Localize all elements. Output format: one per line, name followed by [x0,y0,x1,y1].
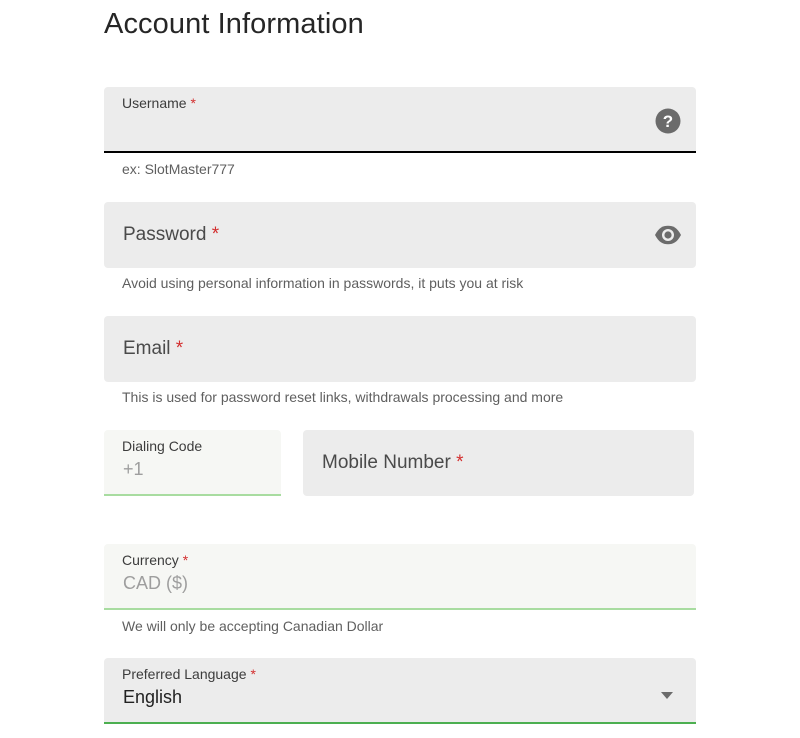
svg-text:?: ? [662,112,674,131]
username-helper: ex: SlotMaster777 [122,161,235,177]
preferred-language-label: Preferred Language * [122,666,256,682]
password-helper: Avoid using personal information in passwords, it puts you at risk [122,275,524,291]
caret-down-icon[interactable] [661,687,673,705]
help-circle-icon[interactable] [655,108,681,139]
page-title: Account Information [104,8,364,40]
dialing-code-label: Dialing Code [122,438,203,454]
preferred-language-underline [104,722,696,724]
username-field[interactable] [104,87,696,153]
currency-value: CAD ($) [123,573,189,593]
currency-field[interactable] [104,544,696,610]
currency-underline [104,608,696,610]
dialing-code-underline [104,494,281,496]
email-field[interactable] [104,316,696,382]
username-focus-underline [104,151,696,153]
preferred-language-select[interactable] [104,658,696,724]
email-helper: This is used for password reset links, withdrawals processing and more [122,389,564,405]
dialing-code-field[interactable] [104,430,281,496]
username-label: Username * [122,95,196,111]
password-field[interactable] [104,202,696,268]
dialing-code-value: +1 [123,459,144,479]
mobile-number-field[interactable] [303,430,694,496]
email-label: Email * [123,338,184,359]
currency-label: Currency * [122,552,189,568]
eye-icon[interactable] [654,222,682,253]
mobile-number-label: Mobile Number * [322,452,464,473]
currency-helper: We will only be accepting Canadian Dollar [122,618,384,634]
preferred-language-value: English [123,687,183,707]
password-label: Password * [123,224,220,245]
